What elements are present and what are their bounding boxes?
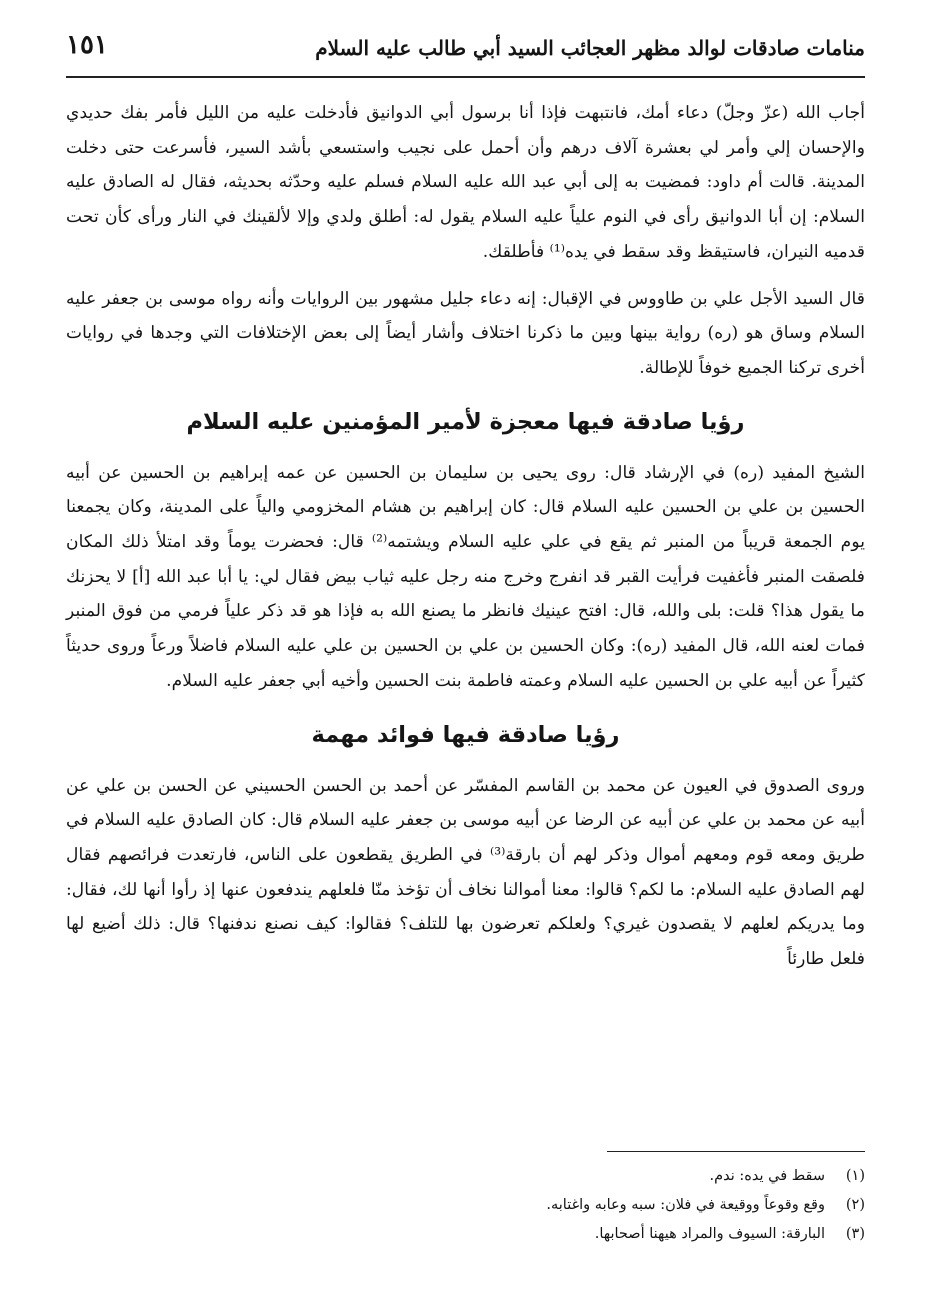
footnote — [66, 1162, 865, 1191]
page-number: ١٥١ — [66, 30, 108, 60]
footnote-text: البارقة: السيوف والمراد هيهنا أصحابها. — [594, 1226, 825, 1242]
section-heading: رؤيا صادقة فيها فوائد مهمة — [311, 721, 620, 748]
footnote-number: (٢) — [845, 1197, 865, 1213]
main-text — [66, 96, 865, 977]
paragraph: وروى الصدوق في العيون عن محمد بن القاسم المفسّر عن أحمد بن الحسن الحسيني عن الحسن بن علي عن أبيه عن محمد بن علي عن أبيه عن الرضا عن أبيه موسى بن جعفر عليه السلام قال: كان الصادق عليه السلام في طريق ومعه قوم ومعهم أموال وذكر لهم أن بارقة⁽³⁾ في الطريق يقطعون على الناس، فارتعدت فرائصهم فقال لهم الصادق عليه السلام: ما لكم؟ قالوا: معنا أموالنا نخاف أن تؤخذ منّا فلعلهم يندفعون عنها إذ رأوا أنها لك، فقال: وما يدريكم لعلهم لا يقصدون غيري؟ ولعلكم تعرضون بها للتلف؟ فقالوا: كيف نصنع ندفنها؟ قال: ذلك أضيع لها فلعل طارئاً — [66, 775, 866, 970]
footnote — [66, 1191, 865, 1220]
footnote-number: (٣) — [845, 1226, 865, 1242]
paragraph: الشيخ المفيد (ره) في الإرشاد قال: روى يحيى بن سليمان بن الحسين عن عمه إبراهيم بن الحسين عن أبيه الحسين بن علي بن الحسين عليه السلام قال: كان إبراهيم بن هشام المخزومي والياً على المدينة، وكان يجمعنا يوم الجمعة قريباً من المنبر ثم يقع في علي عليه السلام ويشتمه⁽²⁾ قال: فحضرت يوماً وقد امتلأ ذلك المكان فلصقت المنبر فأغفيت فرأيت القبر قد انفرج وخرج منه رجل عليه ثياب بيض فقال لي: يا أبا عبد الله [أ] لا يحزنك ما يقول هذا؟ قلت: بلى والله، قال: افتح عينيك فانظر ما يصنع الله به فإذا هو قد ذكر علياً فرمي من فوق المنبر فمات لعنه الله، قال المفيد (ره): وكان الحسين بن علي بن الحسين بن علي عليه السلام فاضلاً ورعاً وروى حديثاً كثيراً عن أبيه علي بن الحسين عليه السلام وعمته فاطمة بنت الحسين وأخيه أبي جعفر عليه السلام. — [66, 462, 865, 691]
paragraph: أجاب الله (عزّ وجلّ) دعاء أمك، فانتبهت فإذا أنا برسول أبي الدوانيق فأدخلت عليه من الليل فأمر بفك حديدي والإحسان إلي وأمر لي بعشرة آلاف درهم وأن أحمل على نجيب واستسعي بأشد السير، فأسرعت حتى دخلت المدينة. قالت أم داود: فمضيت به إلى أبي عبد الله عليه السلام فسلم عليه وحدّثه بحديثه، فقال له الصادق عليه السلام: إن أبا الدوانيق رأى في النوم علياً عليه السلام يقول له: أطلق ولدي وإلا لألقينك في النار ورأى كأن تحت قدميه النيران، فاستيقظ وقد سقط في يده⁽¹⁾ فأطلقك. — [66, 103, 865, 262]
footnotes — [66, 1162, 865, 1249]
footnote-text: سقط في يده: ندم. — [709, 1168, 825, 1184]
paragraph: قال السيد الأجل علي بن طاووس في الإقبال: إنه دعاء جليل مشهور بين الروايات وأنه رواه موسى بن جعفر عليه السلام وساق هو (ره) رواية بينها وبين ما ذكرنا اختلاف وأشار أيضاً إلى بعض الإختلافات التي وجدها في روايات أخرى تركنا الجميع خوفاً للإطالة. — [66, 288, 865, 378]
footnote-number: (١) — [845, 1168, 865, 1184]
footnote-text: وقع وقوعاً ووقيعة في فلان: سبه وعابه واغتابه. — [546, 1197, 825, 1213]
footnote — [66, 1220, 865, 1249]
running-header-title: منامات صادقات لوالد مظهر العجائب السيد أبي طالب عليه السلام — [315, 36, 865, 60]
running-header — [66, 28, 865, 74]
section-heading: رؤيا صادقة فيها معجزة لأمير المؤمنين عليه السلام — [186, 408, 745, 435]
footnote-divider — [607, 1151, 865, 1152]
header-divider — [66, 76, 865, 78]
